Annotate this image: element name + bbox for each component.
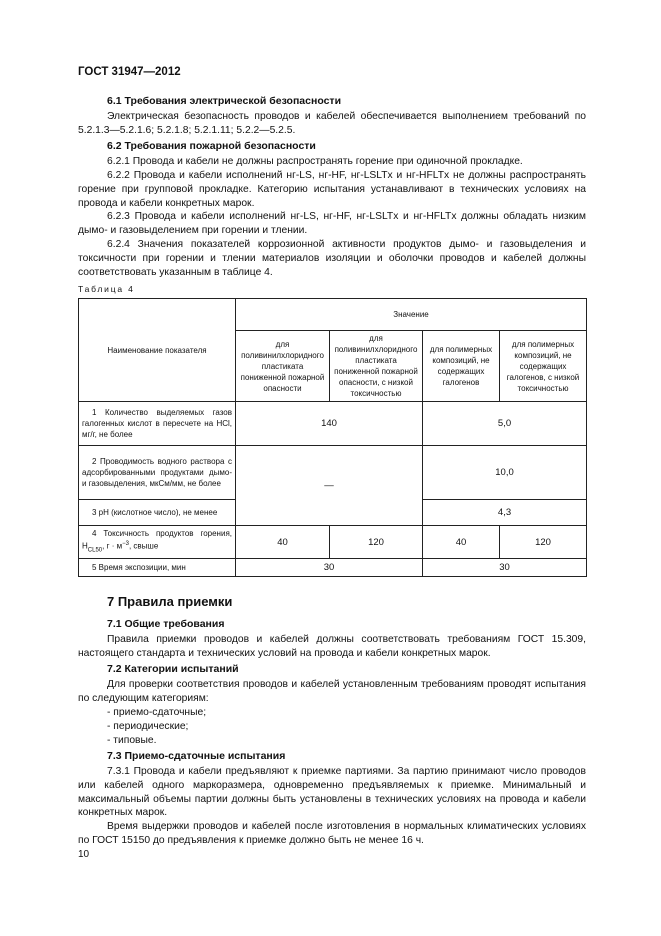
- clause-6-2-1: 6.2.1 Провода и кабели не должны распространять горение при одиночной прокладке.: [107, 156, 523, 167]
- row-4-value-2: 120: [330, 526, 423, 559]
- header-value: Значение: [236, 299, 587, 331]
- subheader-halogen-free-low-tox: для полимерных композиций, не содержащих галогенов, с низкой токсичностью: [500, 331, 587, 402]
- header-indicator-name: Наименование показателя: [79, 299, 236, 402]
- subheader-pvc-low-tox: для поливинилхлоридного пластиката пониженной пожарной опасности, с низкой токсичностью: [330, 331, 423, 402]
- section-6-1-title: 6.1 Требования электрической безопасности: [107, 95, 342, 107]
- row-4-value-1: 40: [236, 526, 330, 559]
- table-caption: Таблица 4: [78, 284, 135, 294]
- page-number: 10: [78, 849, 90, 860]
- row-3-value-polymer: 4,3: [423, 500, 587, 526]
- clause-6-2-2: 6.2.2 Провода и кабели исполнений нг-LS, нг-HF, нг-LSLTx и нг-HFLTx не должны распространять горение при групповой прокладке. Категорию испытания устанавливают в технических условиях на провода и кабели конкретных марок.: [78, 170, 586, 209]
- row-1-value-pvc: 140: [236, 402, 423, 446]
- subheader-halogen-free: для полимерных композиций, не содержащих галогенов: [423, 331, 500, 402]
- row-4-value-3: 40: [423, 526, 500, 559]
- row-4-name: [79, 526, 236, 559]
- section-7-2-text: Для проверки соответствия проводов и кабелей установленным требованиям проводят испытания по следующим категориям:: [78, 679, 586, 704]
- test-category-2: - периодические;: [107, 721, 189, 732]
- row-2-3-value-pvc: —: [236, 446, 423, 526]
- clause-6-2-3: 6.2.3 Провода и кабели исполнений нг-LS, нг-HF, нг-LSLTx и нг-HFLTx должны обладать низким дымо- и газовыделением при горении и тлении.: [78, 211, 586, 236]
- clause-6-2-4: 6.2.4 Значения показателей коррозионной активности продуктов дымо- и газовыделения и токсичности при горении и тлении материалов изоляции и оболочки проводов и кабелей должны соответствовать указанным в таблице 4.: [78, 239, 586, 278]
- row-2-name: 2 Проводимость водного раствора с адсорбированными продуктами дымо- и газовыделения, мкСм/мм, не более: [79, 446, 236, 500]
- test-category-1: - приемо-сдаточные;: [107, 707, 207, 718]
- section-7-1-title: 7.1 Общие требования: [107, 618, 225, 630]
- section-7-2-title: 7.2 Категории испытаний: [107, 663, 239, 675]
- row-3-name: 3 pH (кислотное число), не менее: [79, 500, 236, 526]
- row-1-value-polymer: 5,0: [423, 402, 587, 446]
- clause-7-3-1-b: Время выдержки проводов и кабелей после изготовления в нормальных климатических условиях по ГОСТ 15150 до предъявления к приемке должно быть не менее 16 ч.: [78, 821, 586, 846]
- subheader-pvc: для поливинилхлоридного пластиката пониженной пожарной опасности: [236, 331, 330, 402]
- test-category-3: - типовые.: [107, 735, 157, 746]
- row-5-value-polymer: 30: [423, 559, 587, 577]
- row-4-name-a: 4 Токсичность продуктов горения, H: [82, 529, 232, 551]
- row-4-name-c: , свыше: [128, 541, 159, 551]
- row-4-value-4: 120: [500, 526, 587, 559]
- section-7-1-text: Правила приемки проводов и кабелей должны соответствовать требованиям ГОСТ 15.309, настоящего стандарта и технических условий на провода и кабели конкретных марок.: [78, 634, 586, 659]
- document-header: ГОСТ 31947—2012: [78, 66, 181, 78]
- section-7-title: 7 Правила приемки: [107, 594, 233, 609]
- clause-7-3-1: 7.3.1 Провода и кабели предъявляют к приемке партиями. За партию принимают число проводов или кабелей одного маркоразмера, одновременно предъявляемых к приемке. Минимальный и максимальный объемы партии должны быть установлены в технических условиях на провода и кабели конкретных марок.: [78, 766, 586, 819]
- row-5-name: 5 Время экспозиции, мин: [79, 559, 236, 577]
- section-6-2-title: 6.2 Требования пожарной безопасности: [107, 140, 316, 152]
- row-4-name-b: , г · м: [102, 541, 123, 551]
- section-7-3-title: 7.3 Приемо-сдаточные испытания: [107, 750, 286, 762]
- row-4-sub: CL50: [87, 547, 103, 554]
- row-2-value-polymer: 10,0: [423, 446, 587, 500]
- row-5-value-pvc: 30: [236, 559, 423, 577]
- table-4: [78, 298, 587, 577]
- section-6-1-text: Электрическая безопасность проводов и кабелей обеспечивается выполнением требований по 5.2.1.3—5.2.1.6; 5.2.1.8; 5.2.1.11; 5.2.2—5.2.5.: [78, 111, 586, 136]
- row-1-name: 1 Количество выделяемых газов галогенных кислот в пересчете на HCl, мг/г, не более: [79, 402, 236, 446]
- row-4-sup: −3: [122, 541, 129, 547]
